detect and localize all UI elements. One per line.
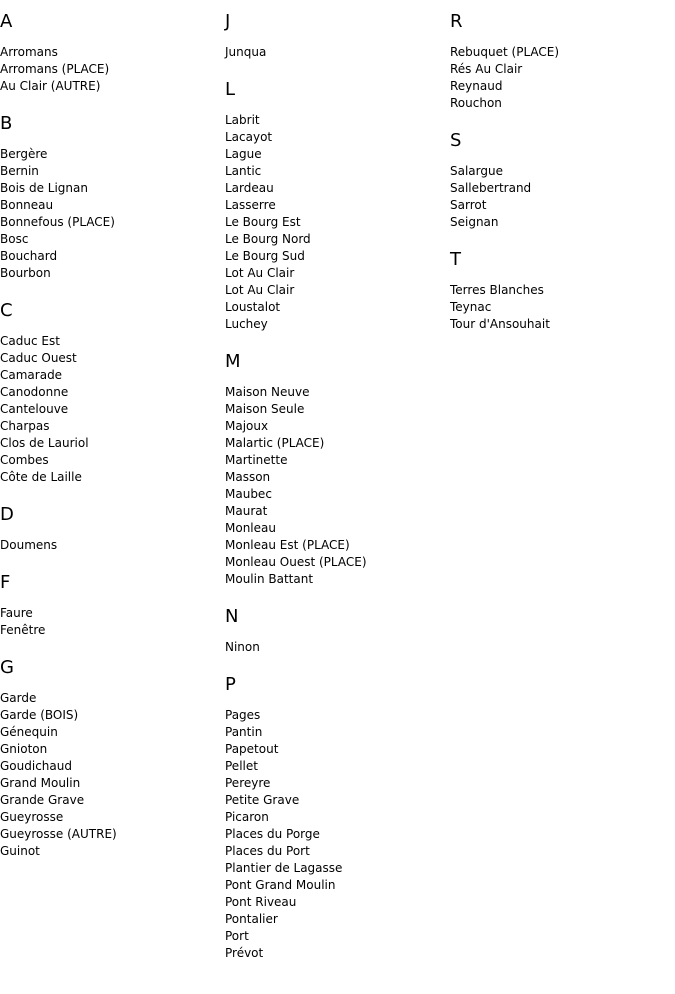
- place-link[interactable]: Gueyrosse: [0, 810, 64, 824]
- place-link[interactable]: Garde: [0, 691, 37, 705]
- place-list: [450, 44, 670, 112]
- place-link[interactable]: Maison Seule: [225, 402, 305, 416]
- place-link[interactable]: Lasserre: [225, 198, 276, 212]
- place-link[interactable]: Salargue: [450, 164, 503, 178]
- place-link[interactable]: Prévot: [225, 946, 264, 960]
- place-link[interactable]: Camarade: [0, 368, 63, 382]
- place-link[interactable]: Labrit: [225, 113, 260, 127]
- place-link[interactable]: Monleau: [225, 521, 276, 535]
- letter-heading: D: [0, 504, 14, 525]
- place-link[interactable]: Lot Au Clair: [225, 283, 295, 297]
- place-list: [225, 112, 445, 333]
- place-list: [0, 605, 220, 639]
- place-list: [0, 146, 220, 282]
- place-link[interactable]: Caduc Ouest: [0, 351, 77, 365]
- place-link[interactable]: Arromans (PLACE): [0, 62, 110, 76]
- place-link[interactable]: Garde (BOIS): [0, 708, 79, 722]
- letter-group: [0, 505, 220, 554]
- place-link[interactable]: Le Bourg Sud: [225, 249, 305, 263]
- place-link[interactable]: Martinette: [225, 453, 288, 467]
- place-link[interactable]: Charpas: [0, 419, 50, 433]
- letter-heading: M: [225, 351, 241, 372]
- place-list: [0, 690, 220, 860]
- index-column-1: [0, 12, 220, 879]
- place-list: [225, 707, 445, 962]
- place-link[interactable]: Gnioton: [0, 742, 48, 756]
- letter-group: [0, 114, 220, 282]
- place-list: [0, 44, 220, 95]
- place-list: [450, 282, 670, 333]
- place-link[interactable]: Port: [225, 929, 249, 943]
- place-link[interactable]: Pont Grand Moulin: [225, 878, 336, 892]
- letter-heading: C: [0, 300, 13, 321]
- place-link[interactable]: Maubec: [225, 487, 272, 501]
- letter-heading: J: [225, 11, 231, 32]
- place-link[interactable]: Guinot: [0, 844, 40, 858]
- place-link[interactable]: Au Clair (AUTRE): [0, 79, 101, 93]
- letter-group: [225, 352, 445, 588]
- place-link[interactable]: Bernin: [0, 164, 39, 178]
- place-list: [450, 163, 670, 231]
- place-link[interactable]: Bonnefous (PLACE): [0, 215, 115, 229]
- place-link[interactable]: Monleau Ouest (PLACE): [225, 555, 367, 569]
- letter-heading: R: [450, 11, 463, 32]
- place-link[interactable]: Luchey: [225, 317, 268, 331]
- place-list: [225, 44, 445, 61]
- place-link[interactable]: Lague: [225, 147, 262, 161]
- place-link[interactable]: Lot Au Clair: [225, 266, 295, 280]
- letter-group: [0, 658, 220, 860]
- place-list: [225, 639, 445, 656]
- place-link[interactable]: Places du Porge: [225, 827, 320, 841]
- place-link[interactable]: Lacayot: [225, 130, 273, 144]
- place-link[interactable]: Loustalot: [225, 300, 281, 314]
- place-link[interactable]: Caduc Est: [0, 334, 60, 348]
- place-link[interactable]: Reynaud: [450, 79, 503, 93]
- place-link[interactable]: Maurat: [225, 504, 268, 518]
- place-link[interactable]: Petite Grave: [225, 793, 300, 807]
- place-link[interactable]: Clos de Lauriol: [0, 436, 89, 450]
- place-link[interactable]: Génequin: [0, 725, 58, 739]
- place-link[interactable]: Masson: [225, 470, 271, 484]
- place-link[interactable]: Canodonne: [0, 385, 69, 399]
- place-link[interactable]: Goudichaud: [0, 759, 72, 773]
- place-link[interactable]: Moulin Battant: [225, 572, 314, 586]
- letter-group: [225, 675, 445, 962]
- place-list: [0, 537, 220, 554]
- letter-heading: L: [225, 79, 236, 100]
- place-link[interactable]: Seignan: [450, 215, 499, 229]
- place-link[interactable]: Fenêtre: [0, 623, 46, 637]
- letter-group: [450, 12, 670, 112]
- place-link[interactable]: Arromans: [0, 45, 58, 59]
- place-link[interactable]: Malartic (PLACE): [225, 436, 325, 450]
- place-link[interactable]: Grande Grave: [0, 793, 85, 807]
- place-link[interactable]: Bosc: [0, 232, 29, 246]
- place-link[interactable]: Sallebertrand: [450, 181, 532, 195]
- place-link[interactable]: Cantelouve: [0, 402, 69, 416]
- place-link[interactable]: Lardeau: [225, 181, 274, 195]
- place-link[interactable]: Rouchon: [450, 96, 502, 110]
- place-link[interactable]: Pereyre: [225, 776, 271, 790]
- place-link[interactable]: Pages: [225, 708, 261, 722]
- letter-heading: P: [225, 674, 236, 695]
- place-link[interactable]: Bergère: [0, 147, 48, 161]
- place-link[interactable]: Bonneau: [0, 198, 54, 212]
- letter-group: [0, 301, 220, 486]
- place-link[interactable]: Faure: [0, 606, 33, 620]
- place-link[interactable]: Pontalier: [225, 912, 278, 926]
- letter-heading: T: [450, 249, 461, 270]
- letter-heading: A: [0, 11, 13, 32]
- place-link[interactable]: Majoux: [225, 419, 269, 433]
- letter-heading: G: [0, 657, 14, 678]
- place-link[interactable]: Plantier de Lagasse: [225, 861, 343, 875]
- letter-group: [225, 12, 445, 61]
- place-link[interactable]: Grand Moulin: [0, 776, 81, 790]
- place-link[interactable]: Ninon: [225, 640, 260, 654]
- place-link[interactable]: Tour d'Ansouhait: [450, 317, 550, 331]
- place-list: [0, 333, 220, 486]
- place-link[interactable]: Gueyrosse (AUTRE): [0, 827, 117, 841]
- place-link[interactable]: Bois de Lignan: [0, 181, 88, 195]
- place-link[interactable]: Combes: [0, 453, 49, 467]
- letter-group: [450, 131, 670, 231]
- letter-group: [0, 12, 220, 95]
- place-link[interactable]: Sarrot: [450, 198, 487, 212]
- place-link[interactable]: Pont Riveau: [225, 895, 297, 909]
- place-link[interactable]: Pantin: [225, 725, 263, 739]
- place-link[interactable]: Côte de Laille: [0, 470, 82, 484]
- place-link[interactable]: Lantic: [225, 164, 262, 178]
- place-link[interactable]: Bourbon: [0, 266, 51, 280]
- place-link[interactable]: Monleau Est (PLACE): [225, 538, 350, 552]
- place-link[interactable]: Terres Blanches: [450, 283, 544, 297]
- place-link[interactable]: Junqua: [225, 45, 267, 59]
- letter-group: [225, 607, 445, 656]
- letter-group: [0, 573, 220, 639]
- place-link[interactable]: Doumens: [0, 538, 58, 552]
- place-link[interactable]: Picaron: [225, 810, 269, 824]
- place-link[interactable]: Le Bourg Est: [225, 215, 301, 229]
- letter-group: [225, 80, 445, 333]
- letter-heading: F: [0, 572, 11, 593]
- place-link[interactable]: Teynac: [450, 300, 492, 314]
- index-column-3: [450, 12, 670, 352]
- place-link[interactable]: Places du Port: [225, 844, 310, 858]
- place-link[interactable]: Bouchard: [0, 249, 58, 263]
- place-list: [225, 384, 445, 588]
- place-link[interactable]: Papetout: [225, 742, 279, 756]
- letter-heading: B: [0, 113, 13, 134]
- letter-heading: S: [450, 130, 462, 151]
- place-link[interactable]: Rés Au Clair: [450, 62, 523, 76]
- place-link[interactable]: Maison Neuve: [225, 385, 310, 399]
- letter-heading: N: [225, 606, 239, 627]
- index-column-2: [225, 12, 445, 981]
- place-link[interactable]: Pellet: [225, 759, 258, 773]
- place-link[interactable]: Rebuquet (PLACE): [450, 45, 560, 59]
- letter-group: [450, 250, 670, 333]
- place-link[interactable]: Le Bourg Nord: [225, 232, 311, 246]
